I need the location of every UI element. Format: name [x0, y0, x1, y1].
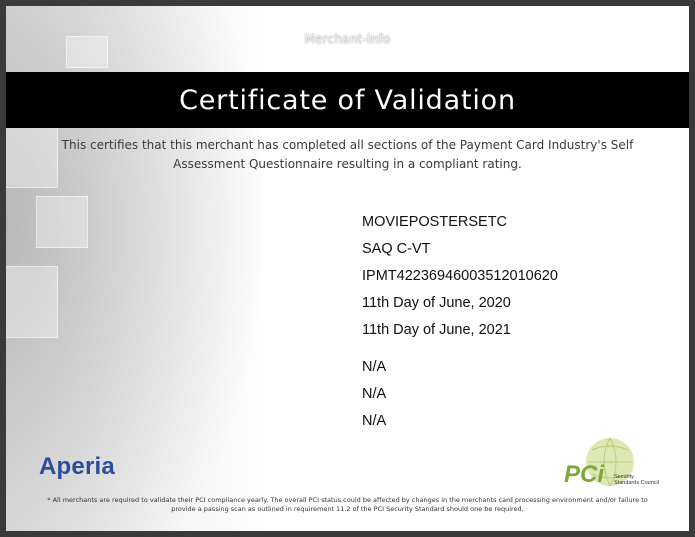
- aperia-logo: Aperia: [39, 453, 115, 480]
- svg-text:Security: Security: [614, 474, 634, 480]
- footnote: * All merchants are required to validate their PCI compliance yearly. The overall PCI status could be affected by changes in the merchants card processing environment and/or failure to provide a passing scan as outlined in requirement 11.2 of the PCI Security Standard should one be required.: [47, 496, 648, 513]
- merchant-name-value: MOVIEPOSTERSETC: [362, 214, 508, 230]
- merchant-info-label: Merchant-Info: [304, 32, 391, 46]
- asv-status-value: N/A: [362, 359, 387, 375]
- certificate-title: Certificate of Validation: [179, 84, 516, 116]
- validation-number-value: IPMT42236946003512010620: [362, 268, 558, 284]
- asv-date-value: N/A: [362, 386, 387, 402]
- asv-vendor-value: N/A: [362, 413, 387, 429]
- pci-security-council-logo: [558, 434, 663, 490]
- svg-text:PCi: PCi: [564, 461, 605, 488]
- saq-level-value: SAQ C-VT: [362, 241, 431, 257]
- svg-text:Standards Council: Standards Council: [614, 480, 659, 486]
- intro-text: This certifies that this merchant has completed all sections of the Payment Card Industry's Self Assessment Questionnaire resulting in a compliant rating.: [61, 138, 634, 171]
- certificate: [6, 6, 689, 531]
- validation-date-value: 11th Day of June, 2020: [362, 295, 511, 311]
- expiration-date-value: 11th Day of June, 2021: [362, 322, 511, 338]
